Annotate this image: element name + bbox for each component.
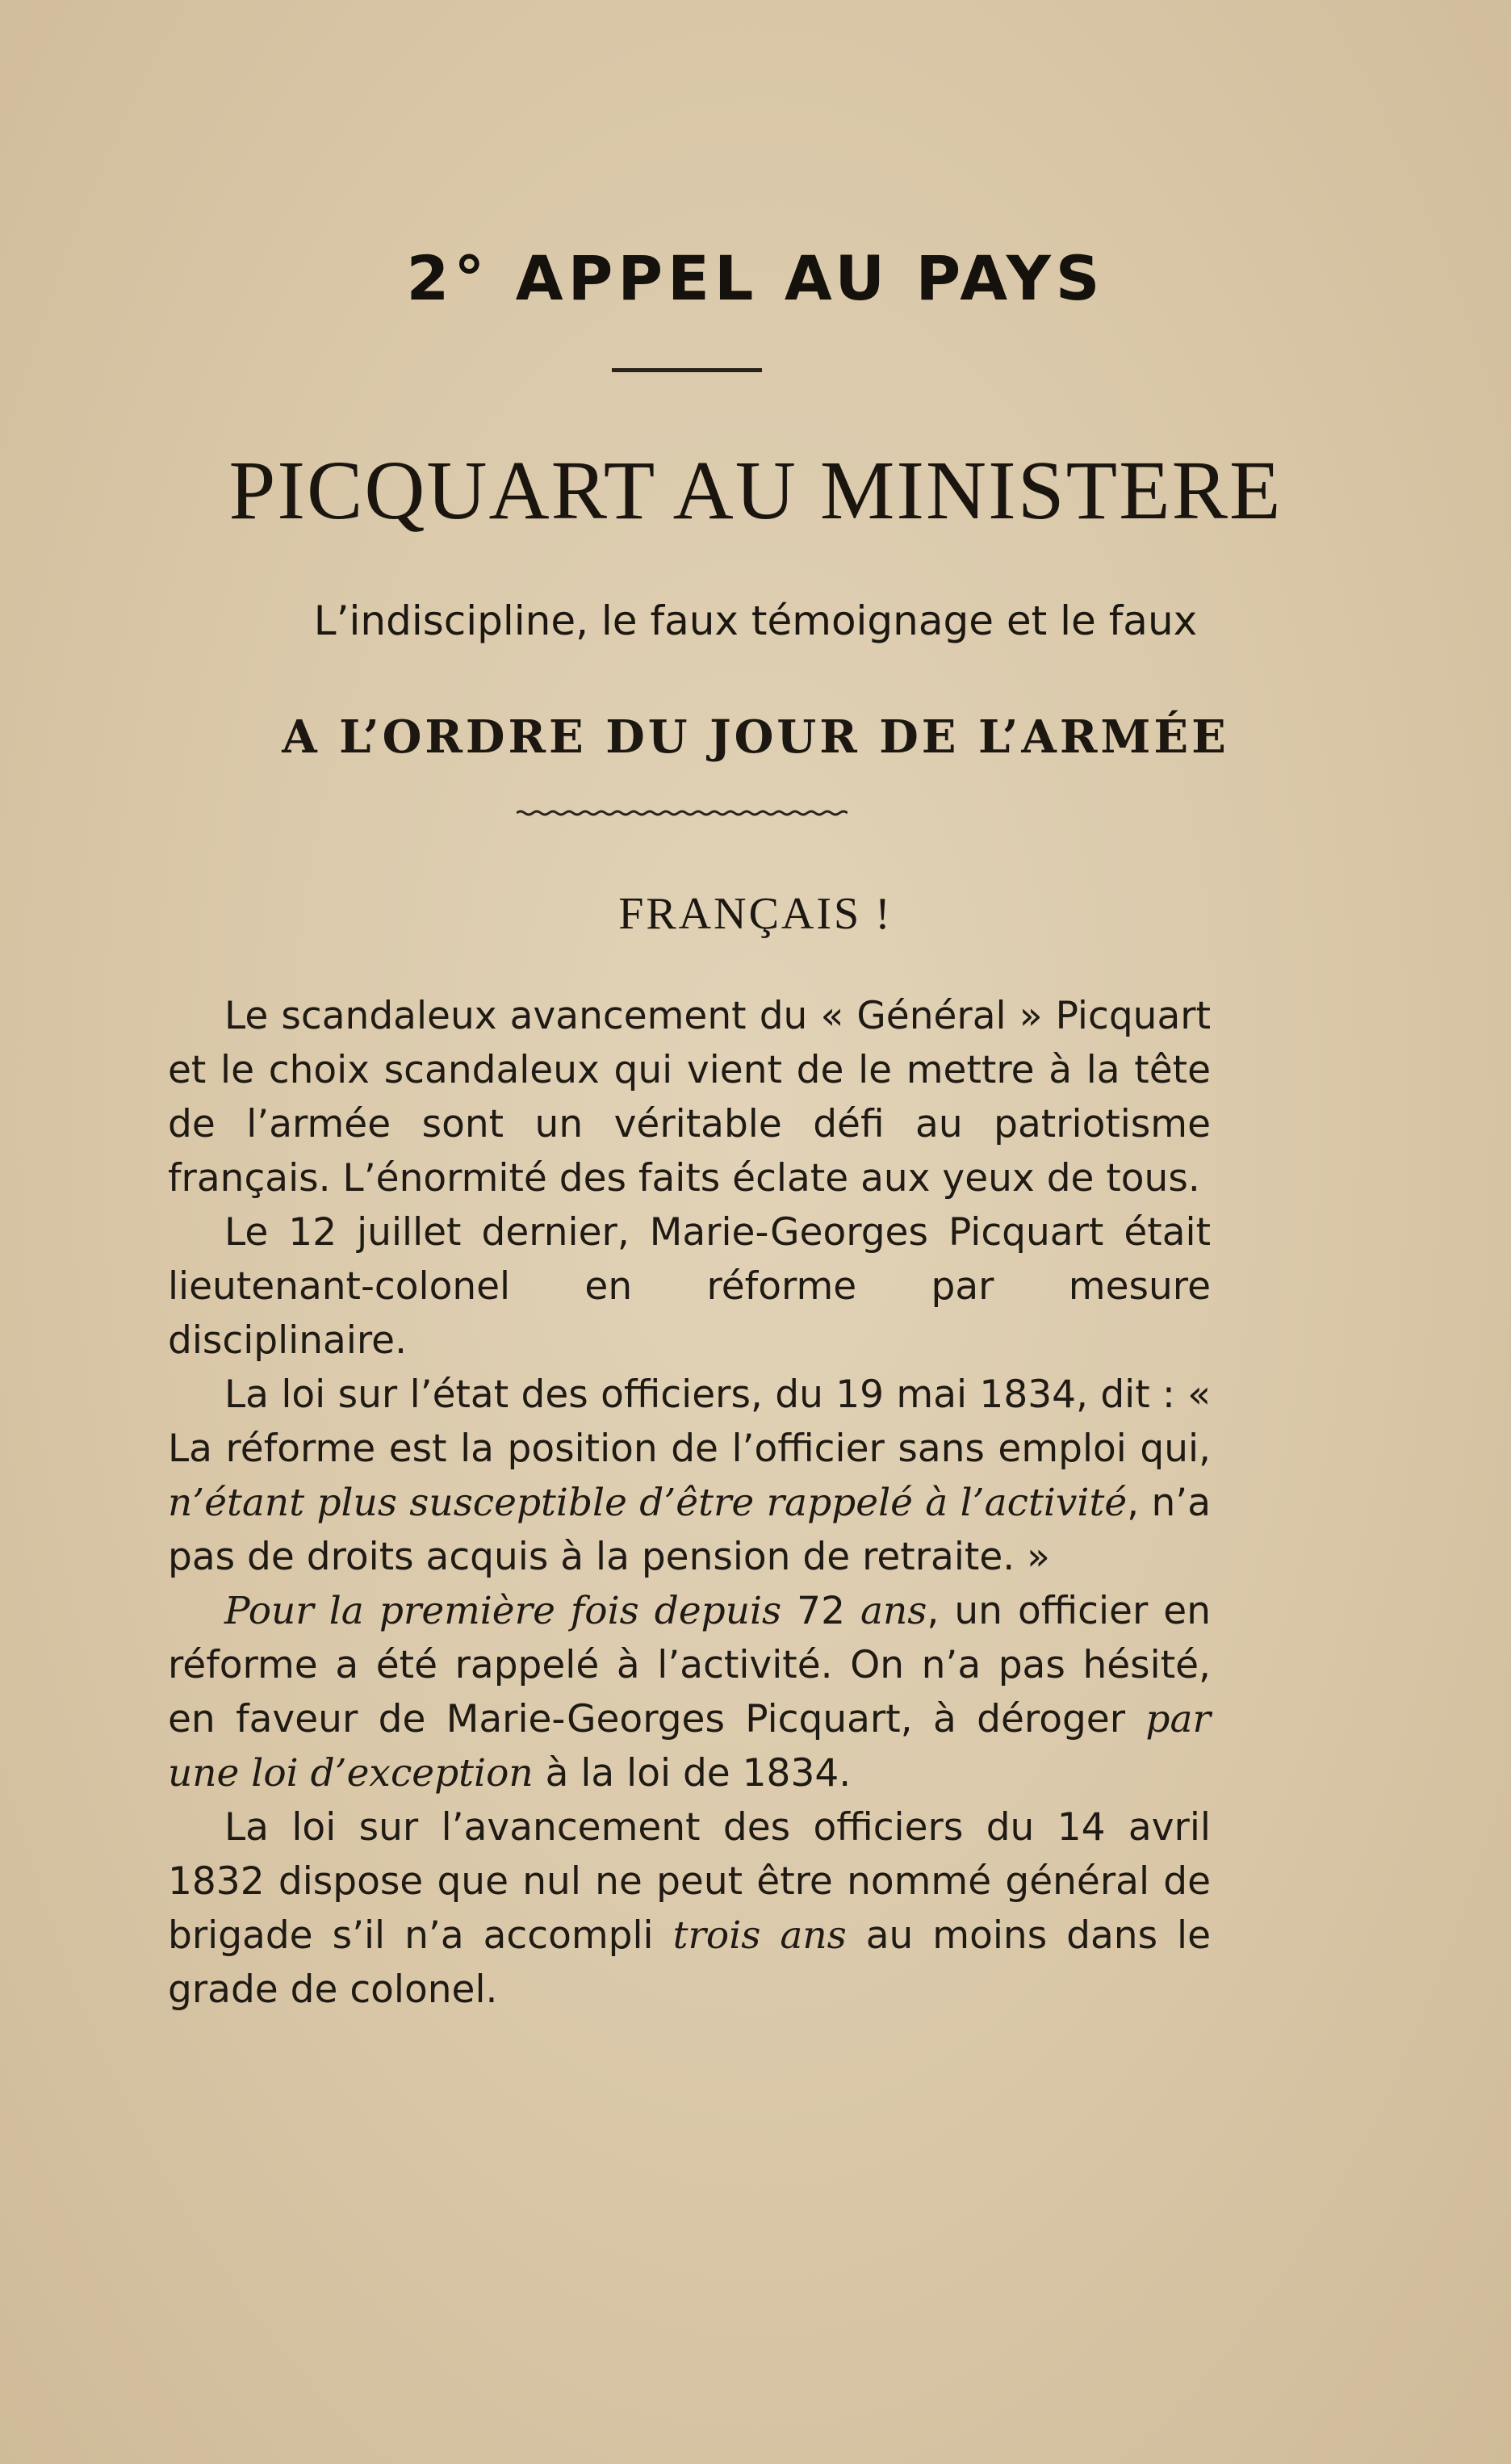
text-run: , un officier en réforme a été rappelé à l’activité. On n’a pas hésité, en faveur de Marie-Georges Picquart, à déroger (168, 1589, 1212, 1741)
title-divider (612, 368, 762, 372)
text-run: Le 12 juillet dernier, Marie-Georges Picquart était lieutenant-colonel en réforme par mesure disciplinaire. (168, 1210, 1211, 1363)
subtitle: L’indiscipline, le faux témoignage et le faux (313, 597, 1198, 644)
salutation: FRANÇAIS ! (618, 889, 893, 939)
body-text (168, 989, 1211, 2017)
series-heading: 2° APPEL AU PAYS (406, 242, 1105, 314)
italic-text-run: Pour la première fois depuis (224, 1589, 782, 1633)
text-run: à la loi de 1834. (533, 1751, 852, 1796)
subtitle-caps: A L’ORDRE DU JOUR DE L’ARMÉE (282, 710, 1229, 764)
italic-text-run: par une loi d’exception (168, 1697, 1211, 1796)
text-run: La loi sur l’avancement des officiers du 14 avril 1832 dispose que nul ne peut être nommé général de brigade s’il n’a accompli (168, 1805, 1211, 1958)
text-run: au moins dans le grade de colonel. (168, 1913, 1212, 2012)
paragraph (168, 1368, 1211, 1584)
text-run: Le scandaleux avancement du « Général » Picquart et le choix scandaleux qui vient de le mettre à la tête de l’armée sont un véritable défi au patriotisme français. L’énormité des faits éclate aux yeux de tous. (168, 994, 1211, 1201)
page-title: PICQUART AU MINISTERE (228, 444, 1283, 537)
paragraph (168, 989, 1211, 1205)
wavy-divider (517, 809, 848, 817)
paragraph (168, 1800, 1211, 2017)
italic-text-run: n’étant plus susceptible d’être rappelé à l’activité (168, 1481, 1128, 1525)
text-run: 72 (781, 1589, 860, 1633)
paragraph (168, 1205, 1211, 1368)
text-run: , n’a pas de droits acquis à la pension de retraite. » (168, 1481, 1211, 1579)
italic-text-run: trois ans (672, 1913, 847, 1958)
text-run: La loi sur l’état des officiers, du 19 mai 1834, dit : « La réforme est la position de l’officier sans emploi qui, (168, 1372, 1211, 1471)
italic-text-run: ans (860, 1589, 927, 1633)
paragraph (168, 1584, 1211, 1800)
